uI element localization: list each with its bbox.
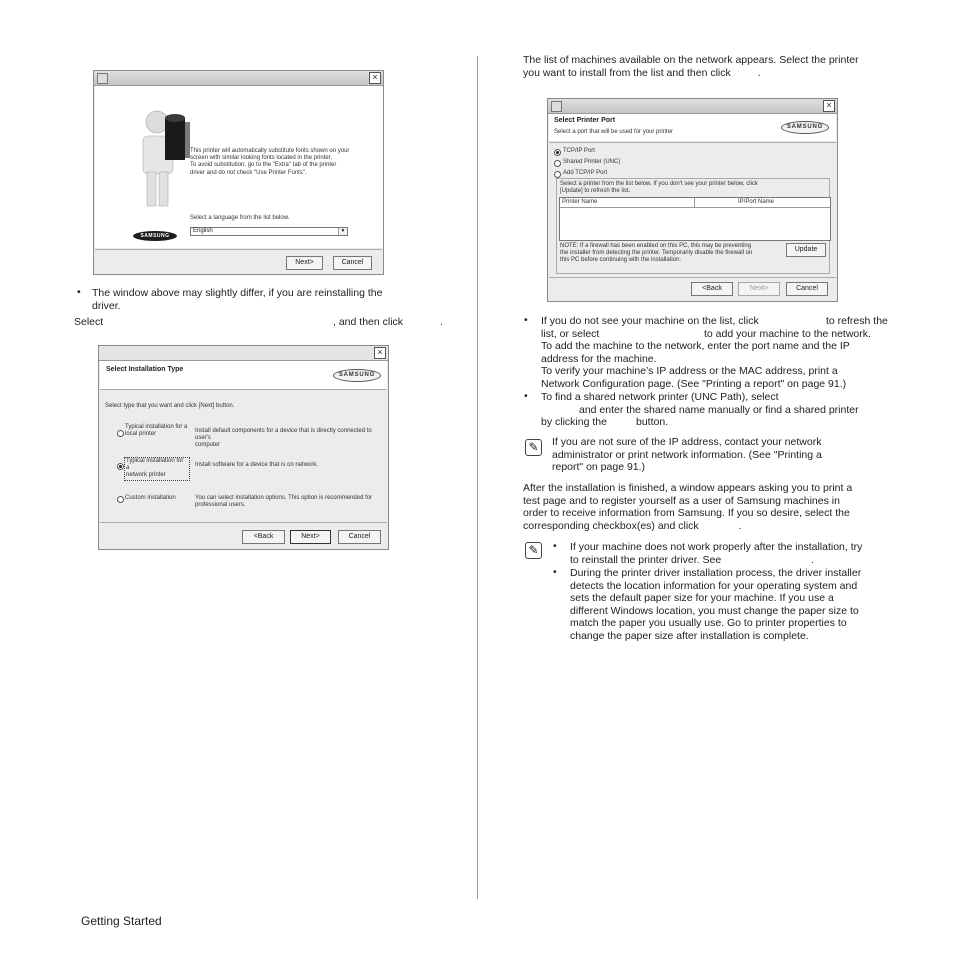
- language-prompt: Select a language from the list below.: [190, 215, 290, 221]
- close-button[interactable]: ×: [374, 347, 386, 359]
- button-separator: [100, 522, 387, 523]
- back-button[interactable]: <Back: [691, 282, 733, 296]
- dialog-header-panel: [100, 361, 387, 389]
- column-divider: [477, 56, 478, 899]
- option-label-custom: Custom installation: [125, 495, 176, 501]
- port-label-shared: Shared Printer (UNC): [563, 159, 621, 165]
- column-header-printer-name[interactable]: Printer Name: [562, 199, 598, 205]
- ip-address-note: If you are not sure of the IP address, contact your network administrator or print network information. (See "Printing a report" on page 91.): [552, 436, 822, 474]
- language-value: English: [193, 228, 213, 234]
- radio-shared-printer[interactable]: [554, 160, 561, 167]
- header-separator: [549, 142, 836, 143]
- button-separator: [95, 249, 382, 250]
- machine-list-intro: The list of machines available on the network appears. Select the printer you want to install from the list and then click .: [523, 54, 859, 79]
- reinstall-note: The window above may slightly differ, if you are reinstalling the driver.: [92, 287, 383, 312]
- firewall-note: NOTE: If a firewall has been enabled on this PC, this may be preventing the installer from detecting the printer. Temporarily disable the firewall on this PC before continuing with the installation.: [560, 243, 753, 264]
- bullet-marker: •: [553, 540, 557, 552]
- header-separator: [100, 389, 387, 390]
- samsung-logo: SAMSUNG: [333, 369, 381, 382]
- printer-list-group: [556, 178, 830, 274]
- dialog-title: Select Printer Port: [554, 117, 616, 124]
- user-figure-illustration: [135, 108, 193, 208]
- chevron-down-icon[interactable]: ▼: [338, 228, 347, 235]
- column-header-ip-port[interactable]: IP/Port Name: [738, 199, 775, 205]
- bullet-marker: •: [553, 566, 557, 578]
- radio-tcpip-port[interactable]: [554, 149, 561, 156]
- next-button[interactable]: Next>: [286, 256, 323, 270]
- app-icon: [551, 101, 562, 112]
- next-button[interactable]: Next>: [738, 282, 780, 296]
- radio-typical-local[interactable]: [117, 430, 124, 437]
- option-label-typical-network: Typical installation for a network printer: [124, 457, 190, 481]
- select-instruction-end: .: [440, 316, 443, 328]
- printer-list-instructions: Select a printer from the list below. If you don't see your printer below, click [Update] to refresh the list.: [560, 181, 758, 195]
- page-footer: Getting Started: [81, 914, 162, 928]
- reinstall-driver-note: If your machine does not work properly after the installation, try to reinstall the printer driver. See .: [570, 541, 863, 566]
- next-button[interactable]: Next>: [290, 530, 331, 544]
- app-icon: [97, 73, 108, 84]
- option-desc-typical-network: Install software for a device that is on network.: [195, 462, 319, 468]
- samsung-logo: SAMSUNG: [781, 121, 829, 134]
- option-desc-typical-local: Install default components for a device that is directly connected to user's computer: [195, 428, 372, 449]
- after-install-paragraph: After the installation is finished, a window appears asking you to print a test page and to register yourself as a user of Samsung machines in order to receive information from Samsung. If you so desire, select the corresponding checkbox(es) and click .: [523, 482, 853, 532]
- update-port-instructions: If you do not see your machine on the list, click to refresh the list, or select to add your machine to the network. To add the machine to the network, enter the port name and the IP address for the machine. To verify your machine’s IP address or the MAC address, print a Network Configuration page. (See "Printing a report" on page 91.): [541, 315, 888, 390]
- radio-custom[interactable]: [117, 496, 124, 503]
- dialog-content-panel: [95, 86, 383, 248]
- language-select[interactable]: [190, 227, 348, 236]
- bullet-marker: •: [524, 314, 528, 326]
- table-header: [560, 198, 830, 208]
- update-button[interactable]: Update: [786, 243, 826, 257]
- option-label-typical-local: Typical installation for a local printer: [125, 424, 188, 438]
- cancel-button[interactable]: Cancel: [786, 282, 828, 296]
- radio-typical-network[interactable]: [117, 463, 124, 470]
- dialog-titlebar: [548, 99, 837, 114]
- port-label-add-tcpip: Add TCP/IP Port: [563, 170, 608, 176]
- printer-port-dialog: [547, 98, 838, 302]
- cancel-button[interactable]: Cancel: [333, 256, 372, 270]
- install-type-prompt: Select type that you want and click [Next] button.: [105, 403, 235, 409]
- font-substitution-text: This printer will automatically substitute fonts shown on your screen with similar looking fonts located in the printer. To avoid substitution, go to the "Extra" tab of the printer driver and do not check "Use Printer Fonts".: [190, 148, 350, 176]
- close-button[interactable]: ×: [823, 100, 835, 112]
- dialog-header-panel: [549, 114, 836, 141]
- bullet-marker: •: [77, 286, 81, 298]
- paper-size-note: During the printer driver installation process, the driver installer detects the location information for your operating system and sets the default paper size for your machine. If you use a different Windows location, you must change the paper size to match the paper you usually use. Go to printer properties to change the paper size after installation is complete.: [570, 567, 862, 642]
- button-separator: [549, 277, 836, 278]
- dialog-title: Select Installation Type: [106, 366, 184, 373]
- select-instruction-prefix: Select: [74, 316, 104, 328]
- note-icon: ✎: [525, 542, 542, 559]
- dialog-subtitle: Select a port that will be used for your printer: [554, 129, 674, 135]
- port-label-tcpip: TCP/IP Port: [563, 148, 595, 154]
- close-button[interactable]: ×: [369, 72, 381, 84]
- column-divider: [694, 198, 695, 207]
- cancel-button[interactable]: Cancel: [338, 530, 381, 544]
- dialog-titlebar: [99, 346, 388, 361]
- select-instruction-middle: , and then click: [333, 316, 404, 328]
- dialog-titlebar: [94, 71, 383, 86]
- back-button[interactable]: <Back: [242, 530, 285, 544]
- option-desc-custom: You can select installation options. This option is recommended for professional users.: [195, 495, 373, 509]
- bullet-marker: •: [524, 390, 528, 402]
- printer-list-table[interactable]: [559, 197, 831, 241]
- installation-type-dialog: [98, 345, 389, 550]
- radio-add-tcpip[interactable]: [554, 171, 561, 178]
- language-dialog: [93, 70, 384, 275]
- note-icon: ✎: [525, 439, 542, 456]
- shared-printer-instructions: To find a shared network printer (UNC Path), select and enter the shared name manually or find a shared printer by clicking the button.: [541, 391, 859, 429]
- samsung-logo: SAMSUNG: [133, 231, 177, 241]
